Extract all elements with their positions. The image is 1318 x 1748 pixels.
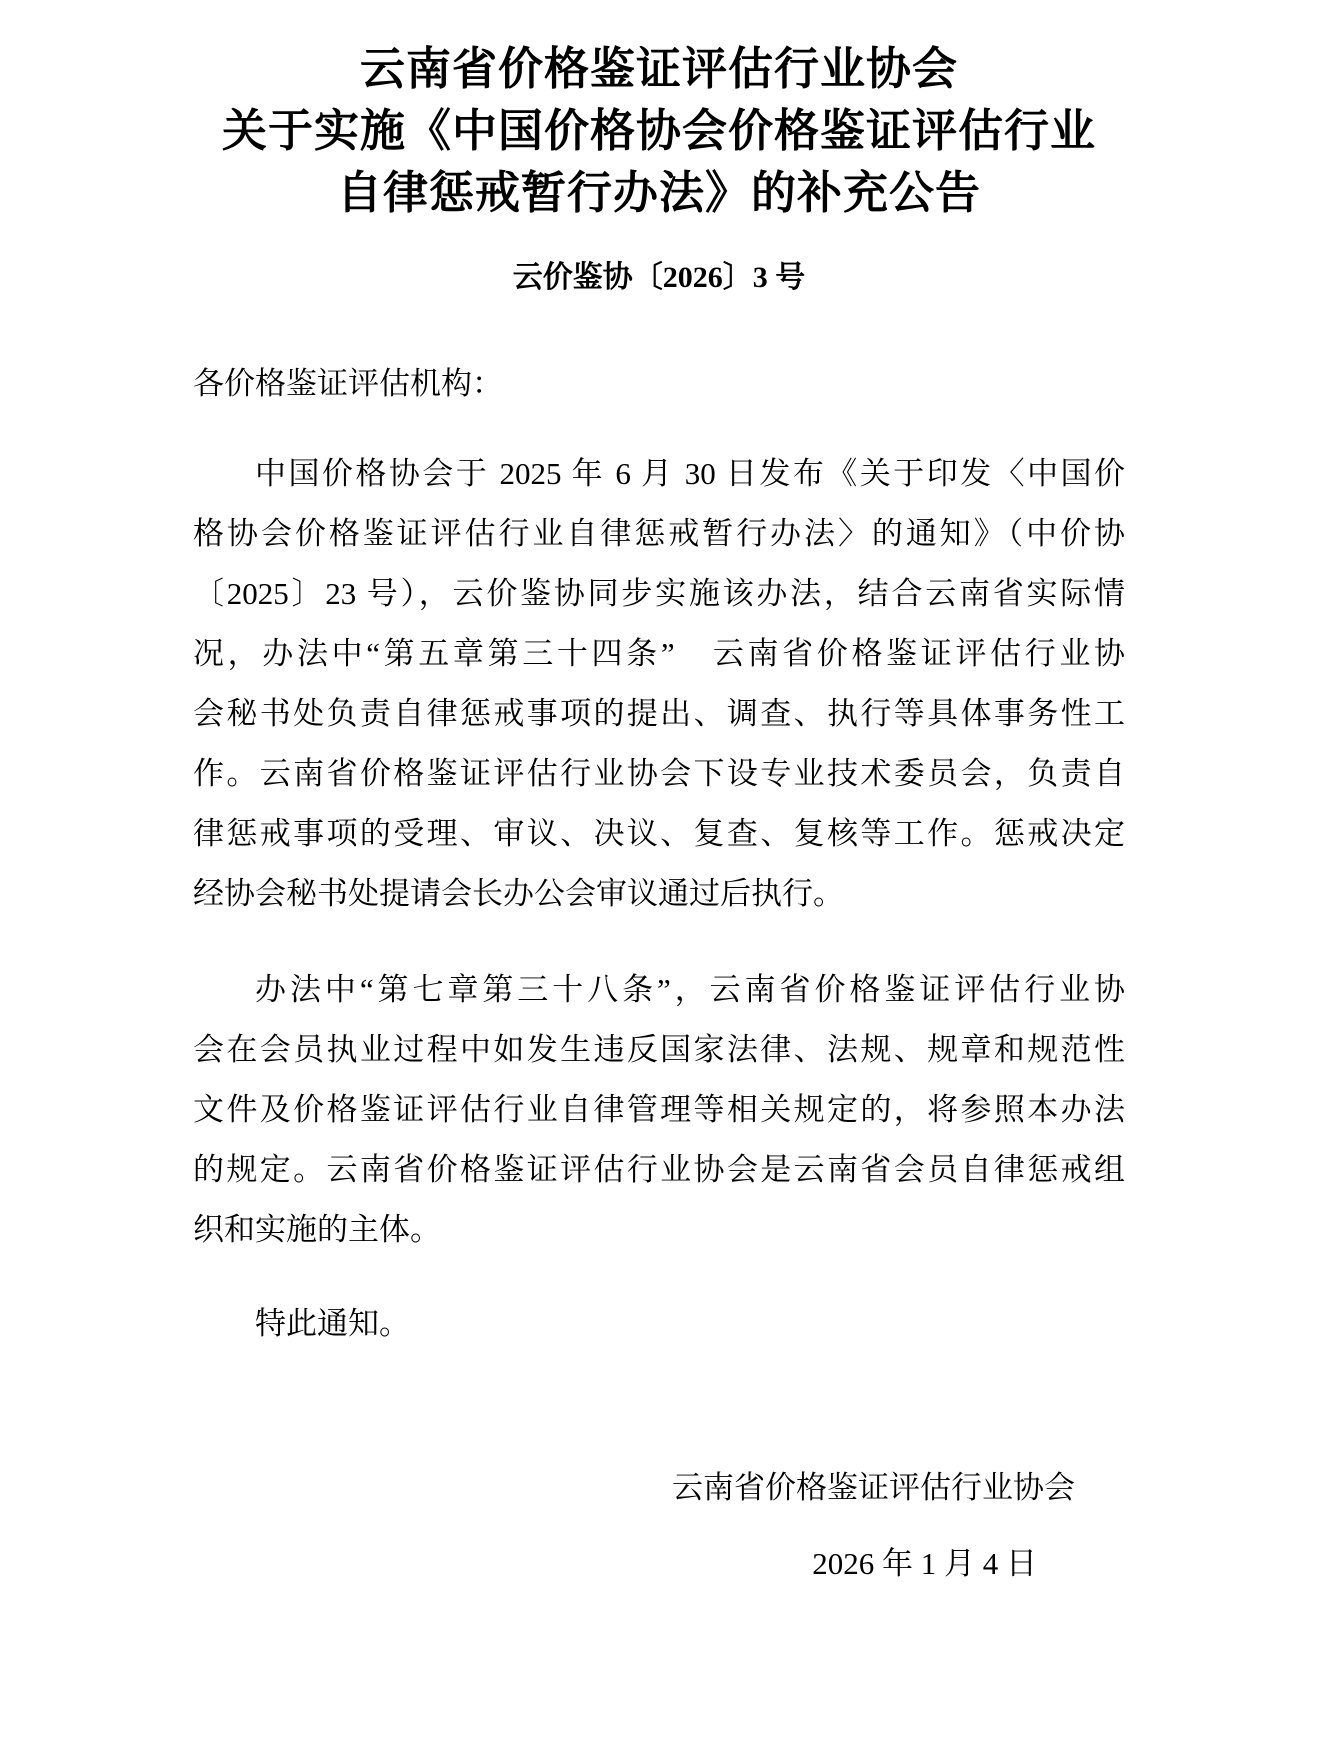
paragraph-2 bbox=[193, 960, 1125, 1260]
signature-date: 2026 年 1 月 4 日 bbox=[812, 1546, 1037, 1581]
document-footer bbox=[193, 1458, 1125, 1594]
body-line: 作。云南省价格鉴证评估行业协会下设专业技术委员会，负责自 bbox=[193, 756, 1125, 791]
title-line: 关于实施《中国价格协会价格鉴证评估行业 bbox=[221, 106, 1096, 156]
body-line: 格协会价格鉴证评估行业自律惩戒暂行办法〉的通知》（中价协 bbox=[193, 516, 1125, 551]
body-line: 律惩戒事项的受理、审议、决议、复查、复核等工作。惩戒决定 bbox=[193, 816, 1125, 851]
paragraph-1 bbox=[193, 444, 1125, 924]
document-body bbox=[193, 354, 1125, 1354]
document-title bbox=[193, 38, 1125, 224]
body-line: 况，办法中“第五章第三十四条” 云南省价格鉴证评估行业协 bbox=[193, 636, 1125, 671]
body-line: 会秘书处负责自律惩戒事项的提出、调查、执行等具体事务性工 bbox=[193, 696, 1125, 731]
body-line: 织和实施的主体。 bbox=[193, 1212, 441, 1247]
body-line: 〔2025〕23 号），云价鉴协同步实施该办法，结合云南省实际情 bbox=[193, 576, 1125, 611]
body-line: 特此通知。 bbox=[255, 1306, 410, 1341]
document-number: 云价鉴协〔2026〕3 号 bbox=[512, 261, 806, 294]
body-line: 会在会员执业过程中如发生违反国家法律、法规、规章和规范性 bbox=[193, 1032, 1125, 1067]
title-line: 云南省价格鉴证评估行业协会 bbox=[359, 44, 958, 94]
body-line: 中国价格协会于 2025 年 6 月 30 日发布《关于印发〈中国价 bbox=[255, 456, 1125, 491]
body-line: 办法中“第七章第三十八条”，云南省价格鉴证评估行业协 bbox=[255, 972, 1125, 1007]
body-line: 的规定。云南省价格鉴证评估行业协会是云南省会员自律惩戒组 bbox=[193, 1152, 1125, 1187]
signature-org: 云南省价格鉴证评估行业协会 bbox=[672, 1470, 1075, 1505]
salutation: 各价格鉴证评估机构： bbox=[193, 366, 503, 401]
paragraph-3 bbox=[193, 1294, 1125, 1354]
body-line: 经协会秘书处提请会长办公会审议通过后执行。 bbox=[193, 876, 844, 911]
body-line: 文件及价格鉴证评估行业自律管理等相关规定的，将参照本办法 bbox=[193, 1092, 1125, 1127]
document-header bbox=[193, 38, 1125, 298]
title-line: 自律惩戒暂行办法》的补充公告 bbox=[336, 168, 981, 218]
